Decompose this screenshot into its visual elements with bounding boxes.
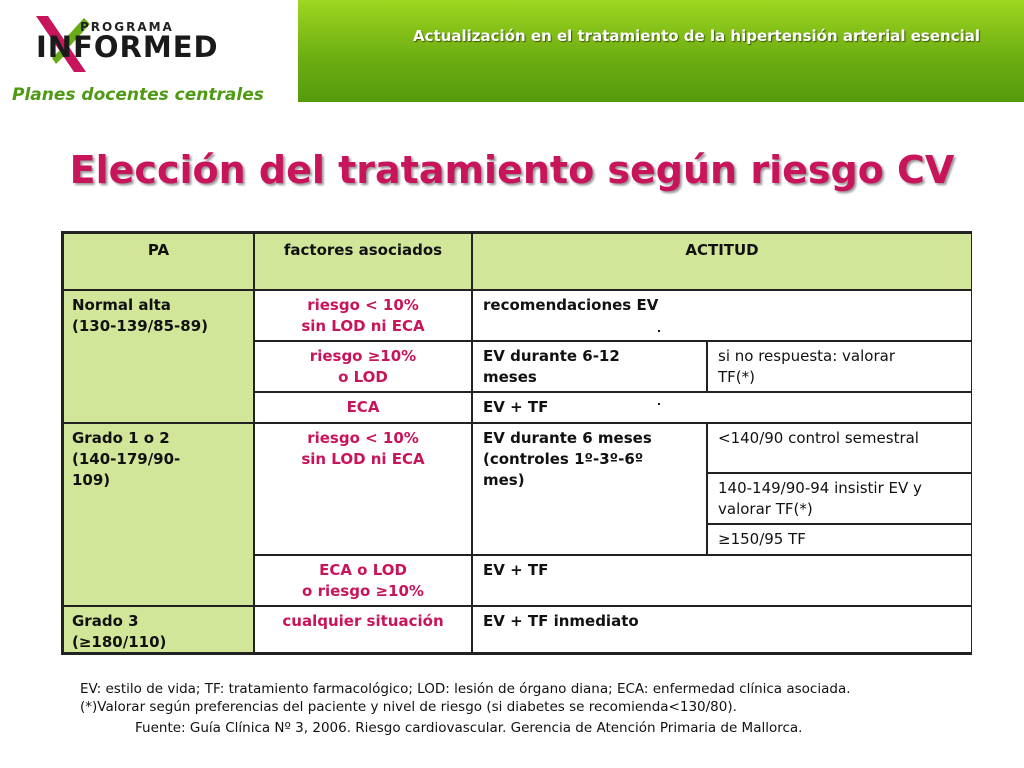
factor-line2: o LOD — [338, 368, 388, 386]
pa-grado-1-2 — [63, 423, 254, 606]
actitud-line1: EV durante 6-12 — [483, 347, 620, 365]
logo-brand-text: INFORMED — [36, 30, 219, 64]
factor-grado-1-2-r2 — [254, 555, 472, 606]
factor-grado-3: cualquier situación — [254, 606, 472, 653]
pa-grado-3 — [63, 606, 254, 653]
logo-program-text: PROGRAMA — [80, 20, 174, 34]
pa-grado-3-line1: Grado 3 — [72, 612, 139, 630]
note-line1: 140-149/90-94 insistir EV y — [718, 479, 922, 497]
factor-grado-1-2-r1 — [254, 423, 472, 555]
pa-grado-1-2-line1: Grado 1 o 2 — [72, 429, 170, 447]
actitud-line1: EV durante 6 meses — [483, 429, 652, 447]
pa-normal-alta — [63, 290, 254, 423]
pa-normal-alta-line2: (130-139/85-89) — [72, 317, 209, 335]
treatment-table — [61, 231, 972, 655]
header-factores: factores asociados — [254, 233, 472, 290]
stray-dot — [658, 330, 660, 332]
pa-normal-alta-line1: Normal alta — [72, 296, 171, 314]
actitud-line2: meses — [483, 368, 537, 386]
factor-normal-alta-r1 — [254, 290, 472, 341]
actitud-grado-1-2-r1 — [472, 423, 707, 555]
header-actitud: ACTITUD — [472, 233, 972, 290]
stray-dot — [658, 403, 660, 405]
factor-line1: riesgo < 10% — [307, 429, 419, 447]
factor-line2: sin LOD ni ECA — [301, 317, 425, 335]
note-line2: valorar TF(*) — [718, 500, 813, 518]
footnote-asterisk: (*)Valorar según preferencias del paciente y nivel de riesgo (si diabetes se recomienda<130/80). — [80, 699, 737, 715]
factor-normal-alta-r3: ECA — [254, 392, 472, 423]
factor-line1: riesgo ≥10% — [309, 347, 417, 365]
header-pa: PA — [63, 233, 254, 290]
logo — [0, 0, 298, 112]
note-grado-1-2-a: <140/90 control semestral — [707, 423, 972, 473]
page-title: Elección del tratamiento según riesgo CV — [69, 148, 955, 192]
pa-grado-3-line2: (≥180/110) — [72, 633, 167, 651]
actitud-grado-1-2-r2: EV + TF — [472, 555, 972, 606]
actitud-grado-3: EV + TF inmediato — [472, 606, 972, 653]
factor-normal-alta-r2 — [254, 341, 472, 392]
factor-line2: sin LOD ni ECA — [301, 450, 425, 468]
actitud-normal-alta-r2 — [472, 341, 707, 392]
banner-title: Actualización en el tratamiento de la hipertensión arterial esencial — [413, 27, 980, 45]
factor-line1: riesgo < 10% — [307, 296, 419, 314]
note-grado-1-2-c: ≥150/95 TF — [707, 524, 972, 555]
pa-grado-1-2-line3: 109) — [72, 471, 111, 489]
note-line2: TF(*) — [718, 368, 755, 386]
actitud-normal-alta-r3: EV + TF — [472, 392, 972, 423]
actitud-line2: (controles 1º-3º-6º — [483, 450, 644, 468]
factor-line1: ECA o LOD — [319, 561, 407, 579]
factor-line2: o riesgo ≥10% — [302, 582, 424, 600]
logo-subtitle: Planes docentes centrales — [12, 85, 264, 105]
footnote-abbreviations: EV: estilo de vida; TF: tratamiento farmacológico; LOD: lesión de órgano diana; ECA: enfermedad clínica asociada. — [80, 681, 851, 697]
actitud-normal-alta-r1: recomendaciones EV — [472, 290, 972, 341]
note-line1: si no respuesta: valorar — [718, 347, 895, 365]
note-normal-alta-r2 — [707, 341, 972, 392]
header-banner — [298, 0, 1024, 102]
pa-grado-1-2-line2: (140-179/90- — [72, 450, 181, 468]
actitud-line3: mes) — [483, 471, 525, 489]
source-citation: Fuente: Guía Clínica Nº 3, 2006. Riesgo cardiovascular. Gerencia de Atención Primaria de Mallorca. — [135, 720, 803, 736]
footnotes — [80, 680, 851, 716]
note-grado-1-2-b — [707, 473, 972, 524]
